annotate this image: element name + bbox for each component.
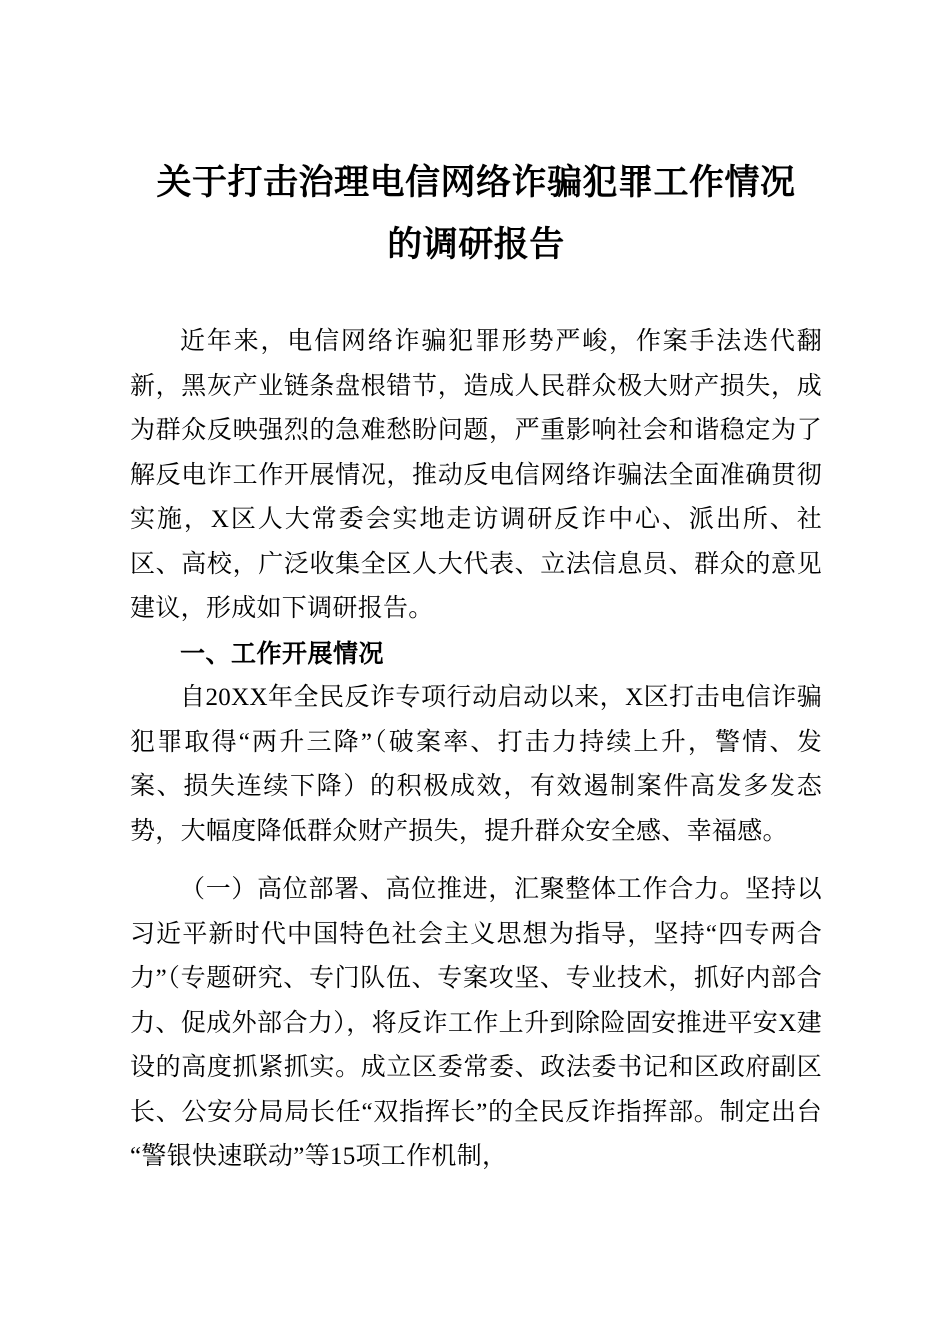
- document-title-line-2: 的调研报告: [387, 225, 565, 264]
- subsection-1-paragraph: （一）高位部署、高位推进，汇聚整体工作合力。坚持以习近平新时代中国特色社会主义思想为指导，坚持“四专两合力”（专题研究、专门队伍、专案攻坚、专业技术，抓好内部合力、促成外部合力），将反诈工作上升到除险固安推进平安X建设的高度抓紧抓实。成立区委常委、政法委书记和区政府副区长、公安分局局长任“双指挥长”的全民反诈指挥部。制定出台“警银快速联动”等15项工作机制，: [130, 876, 822, 1170]
- document-body: [130, 0, 822, 1180]
- document-title-line-1: 关于打击治理电信网络诈骗犯罪工作情况: [156, 163, 796, 202]
- intro-paragraph: 近年来，电信网络诈骗犯罪形势严峻，作案手法迭代翻新，黑灰产业链条盘根错节，造成人民群众极大财产损失，成为群众反映强烈的急难愁盼问题，严重影响社会和谐稳定为了解反电诈工作开展情况，推动反电信网络诈骗法全面准确贯彻实施，X区人大常委会实地走访调研反诈中心、派出所、社区、高校，广泛收集全区人大代表、立法信息员、群众的意见建议，形成如下调研报告。: [130, 328, 822, 622]
- section-heading-work-progress: 一、工作开展情况: [180, 639, 385, 668]
- document-title: [130, 0, 822, 276]
- section-1-paragraph: 自20XX年全民反诈专项行动启动以来，X区打击电信诈骗犯罪取得“两升三降”（破案率、打击力持续上升，警情、发案、损失连续下降）的积极成效，有效遏制案件高发多发态势，大幅度降低群众财产损失，提升群众安全感、幸福感。: [130, 684, 822, 845]
